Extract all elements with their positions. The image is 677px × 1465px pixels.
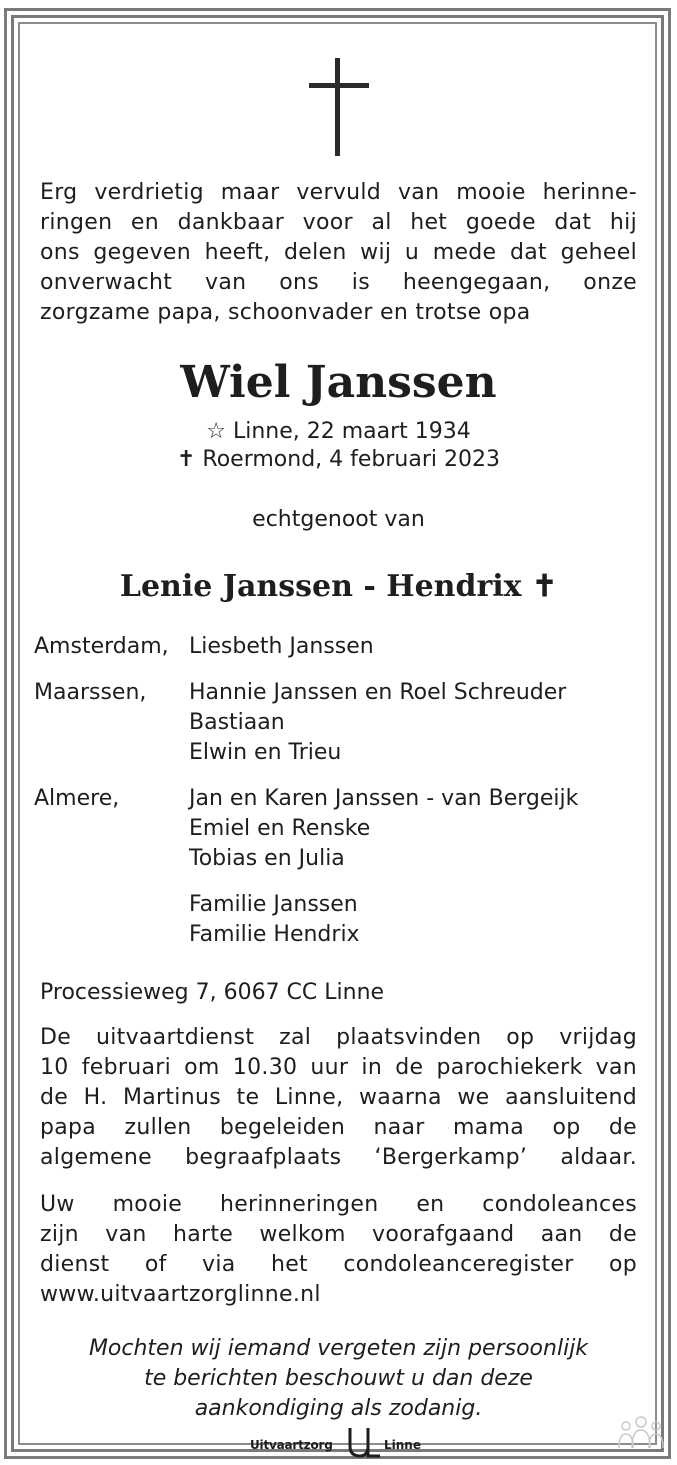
family-place: Amsterdam, [34,634,169,659]
intro-line: onverwacht van ons is heengegaan, onze [40,270,637,295]
service-text [40,1023,637,1173]
logo-right-word: Linne [384,1438,421,1452]
intro-text [40,178,637,328]
service-line: de H. Martinus te Linne, waarna we aansluitend [40,1085,637,1110]
people-group-icon [616,1412,666,1452]
address: Processieweg 7, 6067 CC Linne [40,980,385,1005]
service-line: 10 februari om 10.30 uur in de parochiekerk van [40,1055,637,1080]
spouse-label: echtgenoot van [252,507,425,532]
intro-line: zorgzame papa, schoonvader en trotse opa [40,300,531,325]
condolence-line: Uw mooie herinneringen en condoleances [40,1192,637,1217]
condolence-text [40,1190,637,1310]
family-member: Tobias en Julia [189,846,345,871]
family-member: Familie Janssen [189,892,358,917]
condolence-line: dienst of via het condoleanceregister op [40,1252,637,1277]
family-member: Jan en Karen Janssen - van Bergeijk [189,786,579,811]
cross-icon [309,58,369,156]
funeral-home-logo [250,1424,430,1460]
service-line: De uitvaartdienst zal plaatsvinden op vrijdag [40,1025,637,1050]
family-member: Elwin en Trieu [189,740,342,765]
family-member: Hannie Janssen en Roel Schreuder [189,680,567,705]
closing-line: aankondiging als zodanig. [194,1396,483,1421]
closing-line: te berichten beschouwt u dan deze [144,1366,533,1391]
intro-line: ringen en dankbaar voor al het goede dat hij [40,210,637,235]
website-link[interactable]: www.uitvaartzorglinne.nl [40,1282,321,1307]
closing-line: Mochten wij iemand vergeten zijn persoonlijk [88,1336,589,1361]
logo-left-word: Uitvaartzorg [250,1438,333,1452]
uvl-logo-icon [346,1426,382,1460]
family-member: Bastiaan [189,710,285,735]
intro-line: Erg verdrietig maar vervuld van mooie herinne- [40,180,637,205]
condolence-line: zijn van harte welkom voorafgaand aan de [40,1222,637,1247]
service-line: algemene begraafplaats ‘Bergerkamp’ aldaar. [40,1145,637,1170]
birth-info: ☆ Linne, 22 maart 1934 [206,419,471,444]
family-place: Almere, [34,786,120,811]
intro-line: ons gegeven heeft, delen wij u mede dat geheel [40,240,637,265]
death-info: ✝ Roermond, 4 februari 2023 [176,447,500,472]
family-member: Emiel en Renske [189,816,371,841]
service-line: papa zullen begeleiden naar mama op de [40,1115,637,1140]
family-place: Maarssen, [34,680,147,705]
family-member: Familie Hendrix [189,922,360,947]
family-member: Liesbeth Janssen [189,634,374,659]
deceased-name: Wiel Janssen [180,357,497,408]
spouse-name: Lenie Janssen - Hendrix ✝ [119,569,558,604]
closing-text [40,1334,637,1424]
